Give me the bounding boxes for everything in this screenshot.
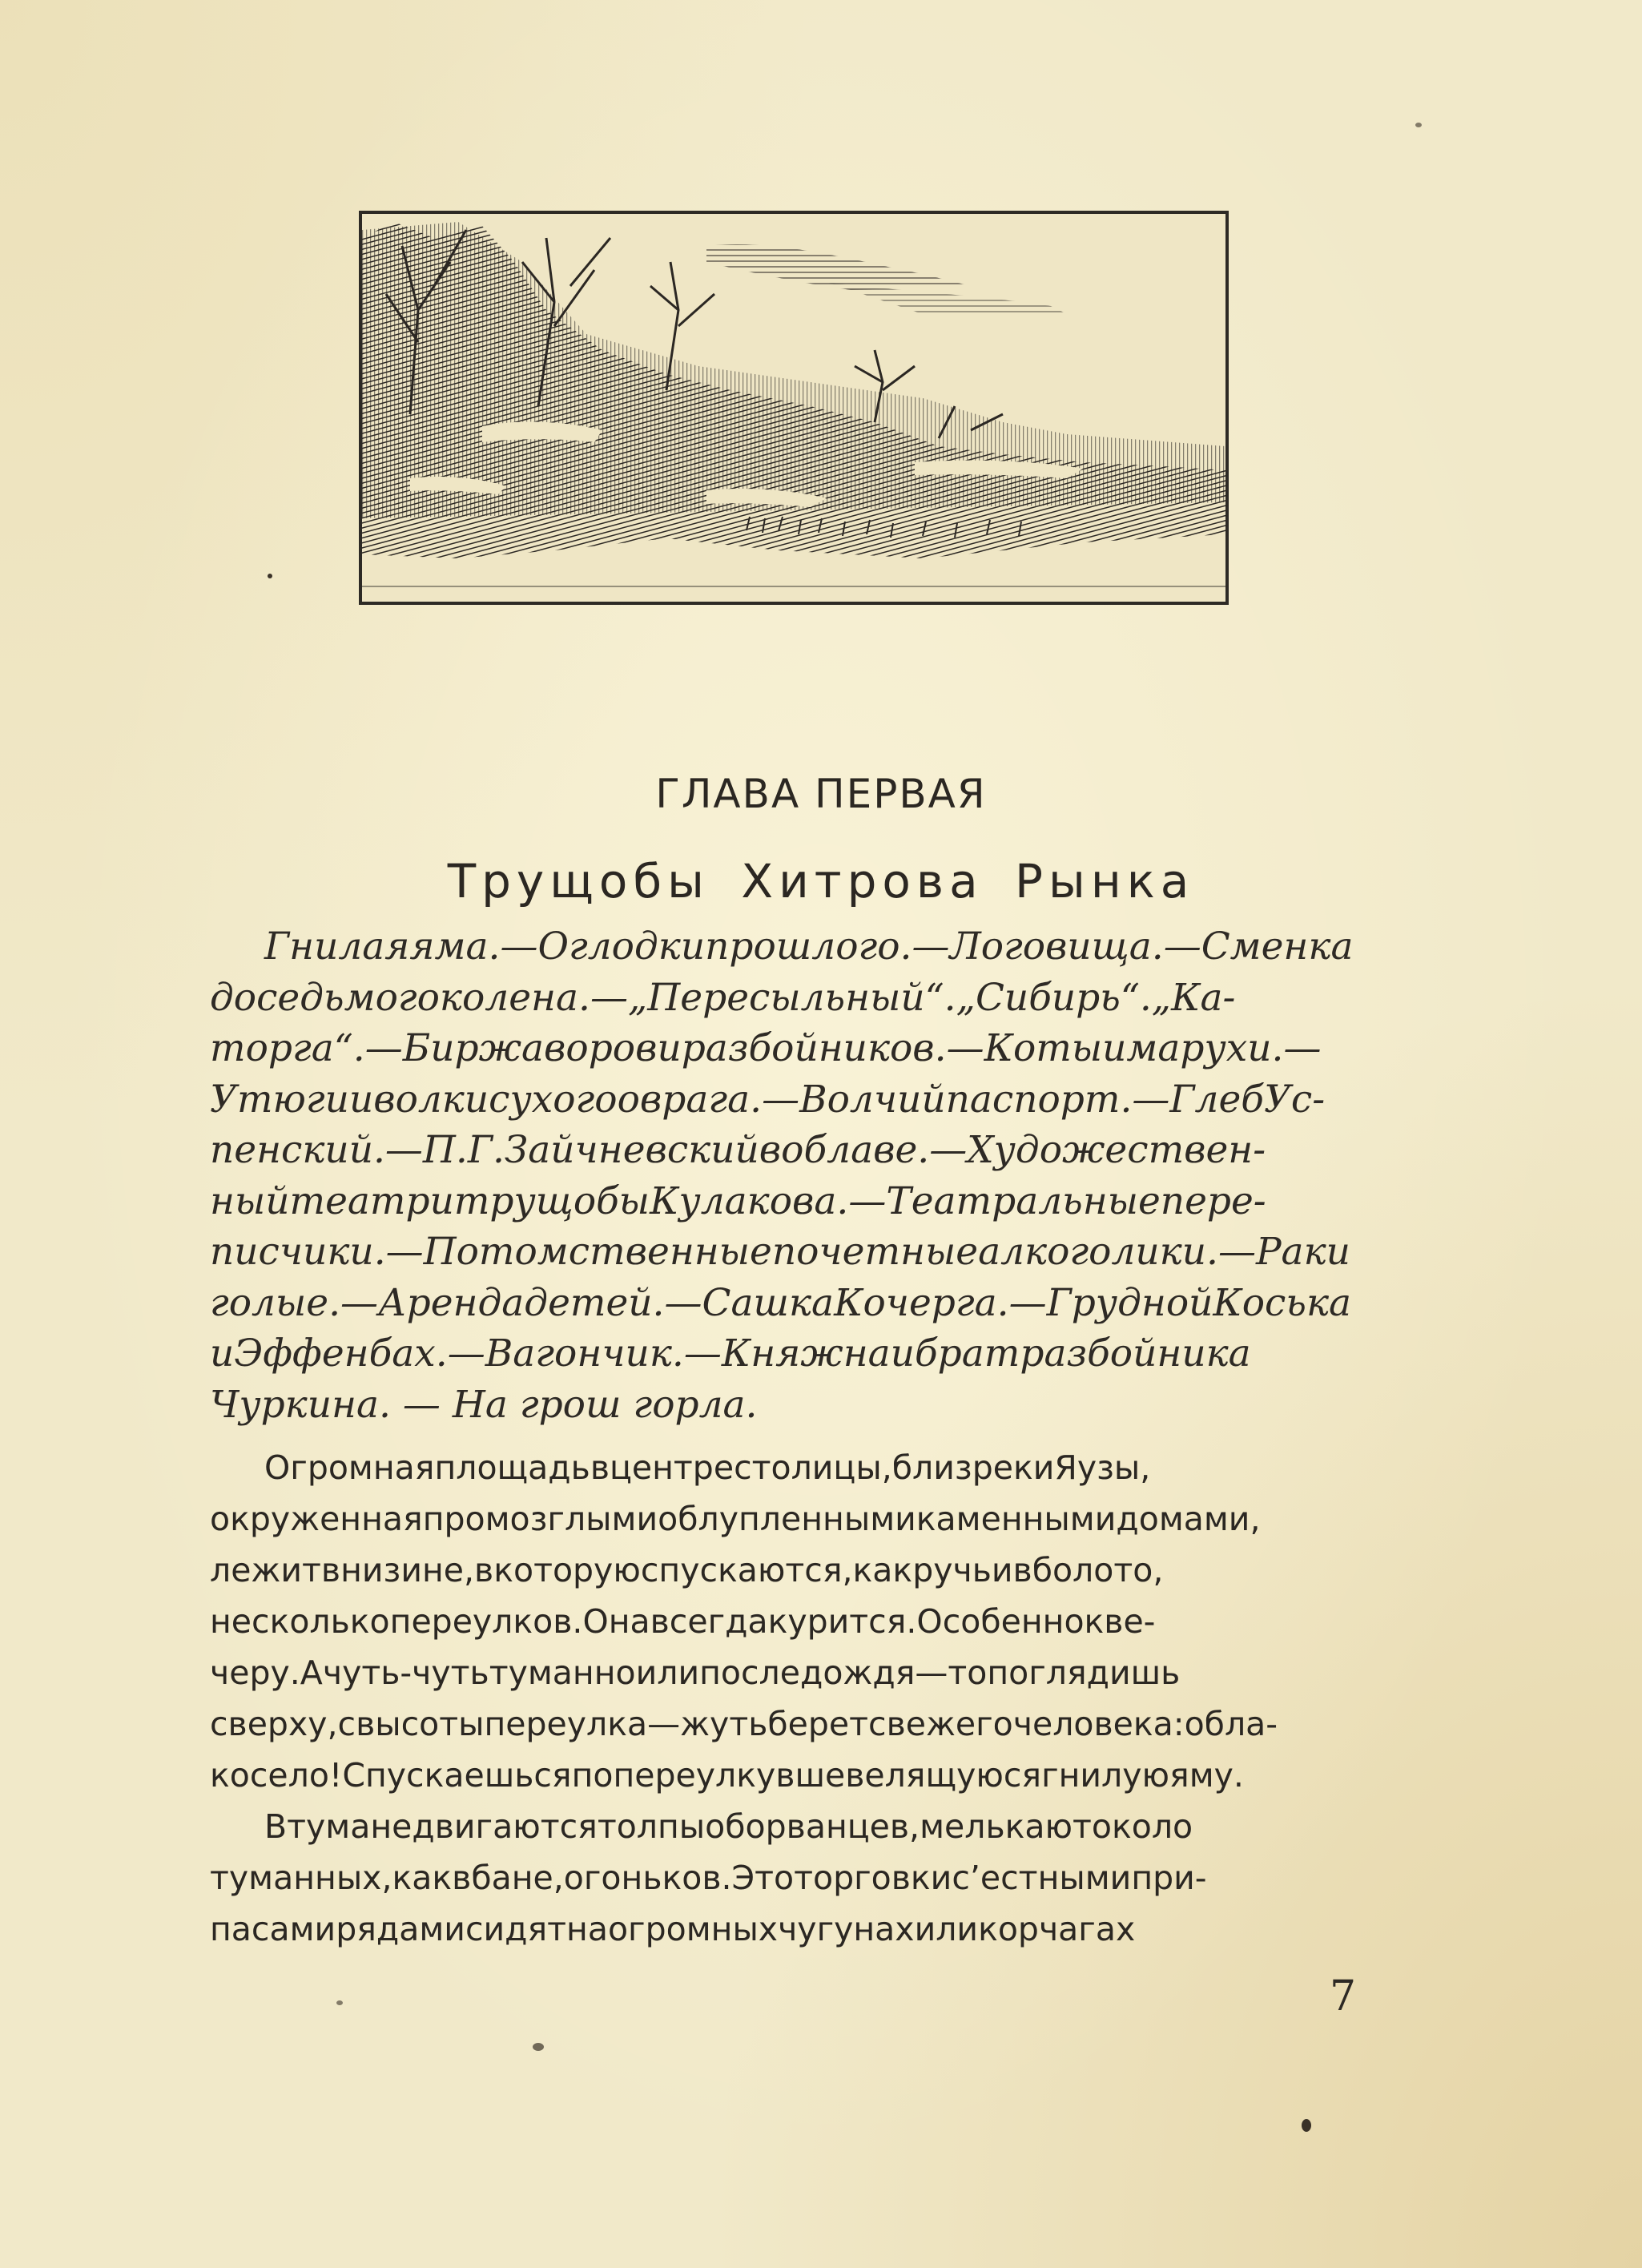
word: каменными (916, 1500, 1117, 1538)
word: — (590, 975, 628, 1020)
word: с (337, 1705, 356, 1743)
word: человека: (1012, 1705, 1185, 1743)
word: двигаются (412, 1807, 598, 1846)
text-line (210, 1328, 1397, 1380)
word: бане, (471, 1859, 564, 1897)
word: туманных, (210, 1859, 392, 1897)
ink-speck (268, 574, 272, 578)
word: корчагах (978, 1910, 1136, 1948)
word: торга“.— (210, 1026, 403, 1070)
word: Огромная (264, 1448, 435, 1487)
word: и (348, 1077, 374, 1122)
ink-speck (533, 2043, 544, 2051)
word: в (320, 1551, 341, 1589)
header-illustration (359, 211, 1229, 605)
word: Раки (1255, 1230, 1350, 1274)
text-line (210, 1227, 1397, 1278)
word: сверху, (210, 1705, 338, 1743)
word: Ус- (1263, 1077, 1326, 1122)
landscape-engraving-icon (362, 214, 1225, 602)
word: несколько (210, 1602, 390, 1641)
word: торговки (794, 1859, 952, 1897)
text-line (210, 1125, 1397, 1176)
word: центре (609, 1448, 734, 1487)
text-line (210, 1698, 1397, 1750)
word: черу. (210, 1654, 300, 1692)
word: как (852, 1551, 913, 1589)
text-line (210, 1801, 1397, 1852)
word: П. (422, 1128, 468, 1172)
word: разбойников.— (681, 1026, 984, 1070)
word: детей.— (524, 1280, 702, 1325)
word: оборванцев, (705, 1807, 920, 1846)
word: и (210, 1331, 235, 1376)
ink-speck (1415, 123, 1422, 127)
word: берет (767, 1705, 869, 1743)
word: с’естными (952, 1859, 1132, 1897)
word: курится. (767, 1602, 917, 1641)
word: голые.— (210, 1280, 379, 1325)
word: шевелящуюся (795, 1756, 1042, 1795)
word: Аренда (378, 1280, 525, 1325)
word: марухи.— (1126, 1026, 1322, 1070)
word: огоньков. (563, 1859, 732, 1897)
word: поглядишь (987, 1654, 1181, 1692)
word: Кулакова.— (650, 1178, 887, 1223)
word: яму. (1169, 1756, 1244, 1795)
word: Яузы, (1054, 1448, 1151, 1487)
word: пере- (1160, 1178, 1266, 1223)
word: А (300, 1654, 323, 1692)
word: чугунах (778, 1910, 915, 1948)
word: к (1084, 1602, 1105, 1641)
word: Сашка (702, 1280, 835, 1325)
word: почетные (771, 1230, 979, 1274)
word: низине, (340, 1551, 475, 1589)
word: — (683, 1331, 722, 1376)
text-line (210, 1442, 1397, 1493)
word: ко (210, 1756, 250, 1795)
word: в (1012, 1551, 1032, 1589)
word: на (566, 1910, 608, 1948)
word: брат (914, 1331, 1020, 1376)
word: —Волчий (762, 1077, 946, 1122)
word: гнилую (1041, 1756, 1170, 1795)
word: лежит (210, 1551, 321, 1589)
word: чуть-чуть (322, 1654, 489, 1692)
word: седьмого (256, 975, 440, 1020)
word: переулков. (389, 1602, 583, 1641)
word: переулка—жуть (484, 1705, 768, 1743)
word: село! (249, 1756, 343, 1795)
word: Чуркина. (210, 1382, 391, 1427)
chapter-title: Трущобы Хитрова Рынка (447, 854, 1195, 908)
word: Зайчневский (504, 1128, 759, 1172)
word: Спускаешься (342, 1756, 572, 1795)
word: в (452, 1859, 472, 1897)
word: в (474, 1551, 494, 1589)
word: воров (544, 1026, 658, 1070)
word: в (759, 1128, 782, 1172)
word: болото, (1032, 1551, 1164, 1589)
text-line (210, 921, 1397, 973)
word: театр (289, 1178, 430, 1223)
word: Это (731, 1859, 795, 1897)
text-line (210, 1380, 1397, 1431)
word: всегда (650, 1602, 768, 1641)
text-line (210, 1023, 1397, 1074)
text-line (210, 1176, 1397, 1227)
word: в (590, 1448, 610, 1487)
word: огромных (607, 1910, 779, 1948)
word: сухого (489, 1077, 618, 1122)
word: паспорт.—Глеб (945, 1077, 1264, 1122)
word: прошлого.—Логовища.—Сменка (705, 925, 1354, 969)
word: алкоголики. (978, 1230, 1218, 1274)
ink-speck (336, 2000, 343, 2005)
word: толпы (597, 1807, 706, 1846)
text-line (210, 1647, 1397, 1698)
word: площадь (434, 1448, 590, 1487)
word: оврага. (617, 1077, 763, 1122)
word: после (699, 1654, 800, 1692)
word: писчики.—Потомственные (210, 1230, 772, 1274)
word: На (452, 1382, 508, 1427)
chapter-summary (210, 921, 1397, 1430)
word: до (210, 975, 257, 1020)
text-line (210, 1278, 1397, 1329)
word: близ (891, 1448, 972, 1487)
text-line (210, 973, 1397, 1024)
word: Театральные (886, 1178, 1161, 1223)
word: разбойника (1020, 1331, 1251, 1376)
word: Коська (1213, 1280, 1352, 1325)
word: Коты (984, 1026, 1103, 1070)
word: Княжна (721, 1331, 891, 1376)
word: окруженная (210, 1500, 423, 1538)
word: около (1091, 1807, 1193, 1846)
word: — (402, 1382, 441, 1427)
word: тумане (287, 1807, 413, 1846)
word: Художествен- (967, 1128, 1266, 1172)
word: спускаются, (640, 1551, 853, 1589)
word: Эффенбах.— (234, 1331, 485, 1376)
word: волки (373, 1077, 489, 1122)
word: реки (972, 1448, 1055, 1487)
text-line (210, 1903, 1397, 1955)
word: „Ка- (1151, 975, 1236, 1020)
word: Утюги (210, 1077, 349, 1122)
text-line (210, 1750, 1397, 1801)
word: — (1217, 1230, 1256, 1274)
word: облупленными (658, 1500, 916, 1538)
word: ный (210, 1178, 290, 1223)
word: колена. (439, 975, 590, 1020)
word: пасами (210, 1910, 336, 1948)
word: домами, (1116, 1500, 1261, 1538)
word: яма.—Оглодки (409, 925, 706, 969)
word: Гнилая (264, 925, 410, 969)
word: при- (1131, 1859, 1207, 1897)
chapter-label: ГЛАВА ПЕРВАЯ (655, 771, 987, 817)
word: трущобы (453, 1178, 650, 1223)
word: и (429, 1178, 454, 1223)
word: или (635, 1654, 700, 1692)
text-line (210, 1545, 1397, 1596)
word: или (914, 1910, 979, 1948)
word: Вагончик. (485, 1331, 684, 1376)
word: дождя—то (800, 1654, 988, 1692)
word: в (775, 1756, 795, 1795)
text-line (210, 1852, 1397, 1903)
body-text (210, 1442, 1397, 1955)
word: и (657, 1026, 682, 1070)
text-line (210, 1074, 1397, 1126)
word: туманно (489, 1654, 636, 1692)
word: „Сибирь“. (956, 975, 1152, 1020)
word: — (384, 1128, 423, 1172)
word: мелькают (920, 1807, 1092, 1846)
word: обла- (1184, 1705, 1278, 1743)
word: ве- (1104, 1602, 1156, 1641)
ink-speck (1302, 2119, 1311, 2132)
word: ручьи (912, 1551, 1013, 1589)
word: Особенно (916, 1602, 1085, 1641)
text-line (210, 1493, 1397, 1545)
word: столицы, (734, 1448, 892, 1487)
word: горла. (633, 1382, 758, 1427)
word: Она (582, 1602, 650, 1641)
text-line (210, 1596, 1397, 1647)
word: Кочерга.—Грудной (834, 1280, 1213, 1325)
page-number: 7 (1330, 1972, 1357, 2020)
word: сидят (465, 1910, 567, 1948)
word: по (571, 1756, 614, 1795)
word: облаве.— (781, 1128, 968, 1172)
word: и (890, 1331, 915, 1376)
word: грош (519, 1382, 622, 1427)
word: как (392, 1859, 453, 1897)
word: „Пересыльный“. (627, 975, 956, 1020)
word: Биржа (402, 1026, 545, 1070)
word: высоты (356, 1705, 485, 1743)
word: которую (493, 1551, 641, 1589)
word: свежего (868, 1705, 1013, 1743)
word: пенский. (210, 1128, 385, 1172)
word: рядами (336, 1910, 465, 1948)
word: промозглыми (422, 1500, 658, 1538)
word: переулку (613, 1756, 776, 1795)
word: и (1102, 1026, 1127, 1070)
word: В (264, 1807, 288, 1846)
word: Г. (467, 1128, 505, 1172)
